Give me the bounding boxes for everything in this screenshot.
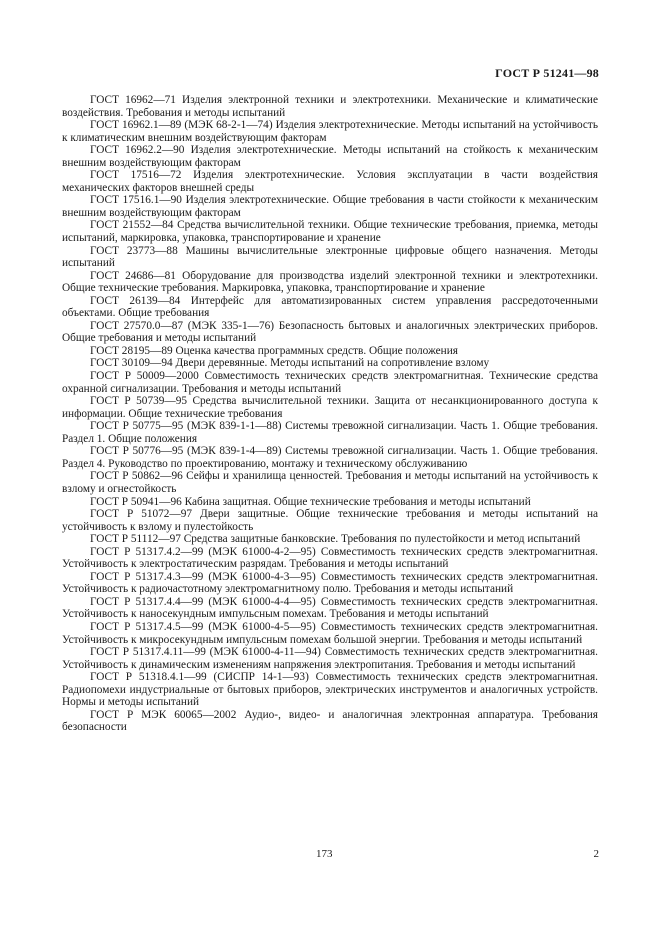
list-item: ГОСТ 28195—89 Оценка качества программных средств. Общие положения xyxy=(90,344,458,357)
list-item: ГОСТ Р МЭК 60065—2002 Аудио-, видео- и аналогичная электронная аппаратура. Требования безопасности xyxy=(62,708,598,734)
list-item: ГОСТ 27570.0—87 (МЭК 335-1—76) Безопасность бытовых и аналогичных электрических приборов. Общие требования и методы испытаний xyxy=(62,319,598,345)
list-item: ГОСТ Р 51317.4.5—99 (МЭК 61000-4-5—95) Совместимость технических средств электромагнитная. Устойчивость к микросекундным импульсным помехам большой энергии. Требования и методы испытаний xyxy=(62,620,598,646)
list-item: ГОСТ Р 51317.4.3—99 (МЭК 61000-4-3—95) Совместимость технических средств электромагнитная. Устойчивость к радиочастотному электромагнитному полю. Требования и методы испытаний xyxy=(62,570,598,596)
list-item: ГОСТ 30109—94 Двери деревянные. Методы испытаний на сопротивление взлому xyxy=(90,357,490,370)
list-item: ГОСТ Р 51317.4.11—99 (МЭК 61000-4-11—94) Совместимость технических средств электромагнитная. Устойчивость к динамическим изменениям напряжения электропитания. Требования и методы испытаний xyxy=(62,646,598,671)
list-item: ГОСТ Р 50775—95 (МЭК 839-1-1—88) Системы тревожной сигнализации. Часть 1. Общие требования. Раздел 1. Общие положения xyxy=(62,420,598,445)
list-item: ГОСТ 16962.1—89 (МЭК 68-2-1—74) Изделия электротехнические. Методы испытаний на устойчивость к климатическим внешним воздействующим факторам xyxy=(62,119,598,144)
list-item: ГОСТ Р 50776—95 (МЭК 839-1-4—89) Системы тревожной сигнализации. Часть 1. Общие требования. Раздел 4. Руководство по проектированию, монтажу и техническому обслуживанию xyxy=(62,445,598,470)
list-item: ГОСТ 16962—71 Изделия электронной техники и электротехники. Механические и климатические воздействия. Требования и методы испытаний xyxy=(62,94,598,119)
list-item: ГОСТ Р 51317.4.4—99 (МЭК 61000-4-4—95) Совместимость технических средств электромагнитная. Устойчивость к наносекундным импульсным помехам. Требования и методы испытаний xyxy=(62,595,598,621)
page-number: 173 xyxy=(316,848,333,860)
sheet-number: 2 xyxy=(593,848,599,860)
list-item: ГОСТ Р 50009—2000 Совместимость технических средств электромагнитная. Технические средства охранной сигнализации. Требования и методы испытаний xyxy=(62,370,598,395)
list-item: ГОСТ Р 50941—96 Кабина защитная. Общие технические требования и методы испытаний xyxy=(90,495,531,508)
list-item: ГОСТ Р 50862—96 Сейфы и хранилища ценностей. Требования и методы испытаний на устойчивость к взлому и огнестойкость xyxy=(62,470,598,495)
list-item: ГОСТ Р 51112—97 Средства защитные банковские. Требования по пулестойкости и метод испытаний xyxy=(90,533,581,546)
list-item: ГОСТ Р 51072—97 Двери защитные. Общие технические требования и методы испытаний на устойчивость к взлому и пулестойкость xyxy=(62,508,598,533)
list-item: ГОСТ Р 50739—95 Средства вычислительной техники. Защита от несанкционированного доступа к информации. Общие технические требования xyxy=(62,395,598,420)
list-item: ГОСТ 17516—72 Изделия электротехнические. Условия эксплуатации в части воздействия механических факторов внешней среды xyxy=(62,169,598,194)
document-code: ГОСТ Р 51241—98 xyxy=(495,66,599,80)
list-item: ГОСТ Р 51317.4.2—99 (МЭК 61000-4-2—95) Совместимость технических средств электромагнитная. Устойчивость к электростатическим разрядам. Требования и методы испытаний xyxy=(62,545,598,571)
list-item: ГОСТ Р 51318.4.1—99 (СИСПР 14-1—93) Совместимость технических средств электромагнитная. Радиопомехи индустриальные от бытовых приборов, электрических инструментов и аналогичных устройств. Нормы и методы испытаний xyxy=(62,671,598,709)
list-item: ГОСТ 23773—88 Машины вычислительные электронные цифровые общего назначения. Методы испытаний xyxy=(62,244,598,270)
list-item: ГОСТ 24686—81 Оборудование для производства изделий электронной техники и электротехники. Общие технические требования. Маркировка, упаковка, транспортирование и хранение xyxy=(62,269,598,295)
list-item: ГОСТ 26139—84 Интерфейс для автоматизированных систем управления рассредоточенными объектами. Общие требования xyxy=(62,294,598,320)
reference-list xyxy=(62,94,598,734)
list-item: ГОСТ 16962.2—90 Изделия электротехнические. Методы испытаний на стойкость к механическим внешним воздействующим факторам xyxy=(62,144,598,169)
list-item: ГОСТ 21552—84 Средства вычислительной техники. Общие технические требования, приемка, методы испытаний, маркировка, упаковка, транспортирование и хранение xyxy=(62,219,598,245)
list-item: ГОСТ 17516.1—90 Изделия электротехнические. Общие требования в части стойкости к механическим внешним воздействующим факторам xyxy=(62,194,598,219)
